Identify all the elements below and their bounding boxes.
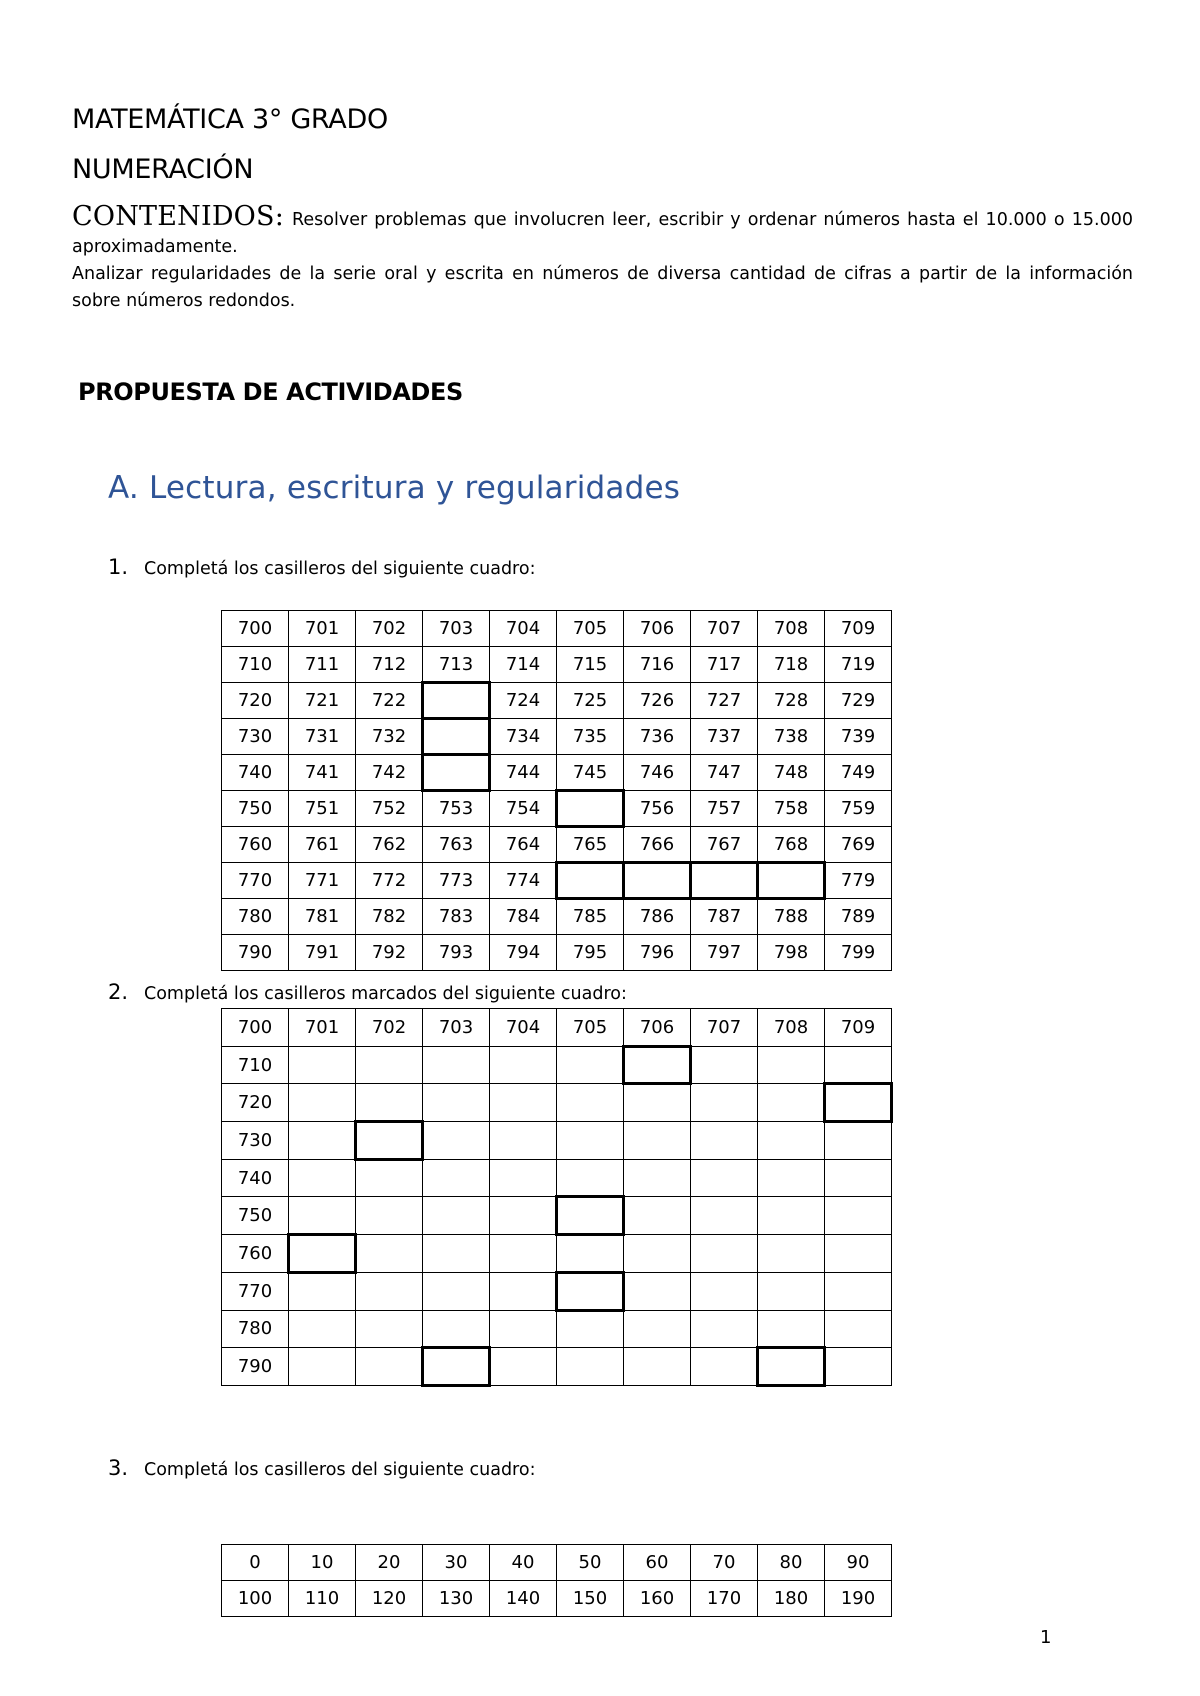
number-cell: 707 (691, 1009, 758, 1047)
fill-in-cell[interactable] (691, 863, 758, 899)
fill-in-cell[interactable] (557, 1272, 624, 1310)
number-cell: 732 (356, 719, 423, 755)
blank-cell[interactable] (356, 1197, 423, 1235)
blank-cell[interactable] (490, 1046, 557, 1084)
contenidos-text-1: Resolver problemas que involucren leer, escribir y ordenar números hasta el 10.000 o 15.000 aproximadamente. (72, 210, 1133, 257)
number-cell: 745 (557, 755, 624, 791)
activity-text: Completá los casilleros del siguiente cuadro: (144, 559, 536, 579)
number-cell: 160 (624, 1581, 691, 1617)
number-cell: 705 (557, 611, 624, 647)
number-cell: 739 (825, 719, 892, 755)
number-cell: 756 (624, 791, 691, 827)
blank-cell[interactable] (289, 1122, 356, 1160)
number-cell: 737 (691, 719, 758, 755)
contenidos-label: CONTENIDOS: (72, 201, 285, 232)
contenidos-block (72, 203, 1133, 315)
blank-cell[interactable] (289, 1272, 356, 1310)
blank-cell[interactable] (557, 1348, 624, 1386)
fill-in-cell[interactable] (423, 719, 490, 755)
number-cell: 768 (758, 827, 825, 863)
activity-text: Completá los casilleros del siguiente cuadro: (144, 1460, 536, 1480)
blank-cell[interactable] (691, 1084, 758, 1122)
blank-cell[interactable] (758, 1310, 825, 1348)
table-row (222, 683, 892, 719)
number-cell: 734 (490, 719, 557, 755)
number-cell: 50 (557, 1545, 624, 1581)
number-cell: 40 (490, 1545, 557, 1581)
table-row (222, 1009, 892, 1047)
blank-cell[interactable] (758, 1122, 825, 1160)
number-cell: 721 (289, 683, 356, 719)
number-cell: 774 (490, 863, 557, 899)
number-cell: 752 (356, 791, 423, 827)
activity-number: 1. (108, 555, 129, 579)
activity-1 (108, 555, 535, 579)
number-cell: 749 (825, 755, 892, 791)
blank-cell[interactable] (557, 1159, 624, 1197)
number-cell: 729 (825, 683, 892, 719)
blank-cell[interactable] (490, 1348, 557, 1386)
number-cell: 798 (758, 935, 825, 971)
blank-cell[interactable] (289, 1197, 356, 1235)
blank-cell[interactable] (289, 1046, 356, 1084)
fill-in-cell[interactable] (423, 755, 490, 791)
number-cell: 706 (624, 611, 691, 647)
blank-cell[interactable] (490, 1235, 557, 1273)
blank-cell[interactable] (624, 1272, 691, 1310)
number-cell: 740 (222, 755, 289, 791)
number-cell: 703 (423, 611, 490, 647)
fill-in-cell[interactable] (423, 1348, 490, 1386)
number-cell: 788 (758, 899, 825, 935)
blank-cell[interactable] (624, 1310, 691, 1348)
table-row (222, 1084, 892, 1122)
activity-3 (108, 1456, 535, 1480)
number-cell: 780 (222, 1310, 289, 1348)
number-cell: 736 (624, 719, 691, 755)
blank-cell[interactable] (624, 1122, 691, 1160)
fill-in-cell[interactable] (356, 1122, 423, 1160)
number-cell: 708 (758, 1009, 825, 1047)
number-cell: 742 (356, 755, 423, 791)
blank-cell[interactable] (758, 1197, 825, 1235)
blank-cell[interactable] (490, 1084, 557, 1122)
table-row (222, 1122, 892, 1160)
table-row (222, 1272, 892, 1310)
number-cell: 799 (825, 935, 892, 971)
number-cell: 60 (624, 1545, 691, 1581)
blank-cell[interactable] (825, 1348, 892, 1386)
number-cell: 70 (691, 1545, 758, 1581)
number-cell: 740 (222, 1159, 289, 1197)
activity-number: 2. (108, 980, 129, 1004)
number-cell: 794 (490, 935, 557, 971)
number-cell: 760 (222, 827, 289, 863)
document-subtitle: NUMERACIÓN (72, 154, 254, 185)
number-cell: 753 (423, 791, 490, 827)
number-cell: 779 (825, 863, 892, 899)
blank-cell[interactable] (691, 1122, 758, 1160)
blank-cell[interactable] (490, 1197, 557, 1235)
number-cell: 754 (490, 791, 557, 827)
table-row (222, 863, 892, 899)
number-cell: 793 (423, 935, 490, 971)
table-row (222, 719, 892, 755)
number-cell: 780 (222, 899, 289, 935)
number-cell: 741 (289, 755, 356, 791)
blank-cell[interactable] (490, 1272, 557, 1310)
number-cell: 767 (691, 827, 758, 863)
fill-in-cell[interactable] (758, 863, 825, 899)
number-cell: 110 (289, 1581, 356, 1617)
number-cell: 795 (557, 935, 624, 971)
number-cell: 190 (825, 1581, 892, 1617)
blank-cell[interactable] (423, 1122, 490, 1160)
blank-cell[interactable] (825, 1046, 892, 1084)
number-cell: 797 (691, 935, 758, 971)
activity-number: 3. (108, 1456, 129, 1480)
number-cell: 30 (423, 1545, 490, 1581)
blank-cell[interactable] (825, 1197, 892, 1235)
number-cell: 704 (490, 1009, 557, 1047)
number-cell: 763 (423, 827, 490, 863)
number-cell: 781 (289, 899, 356, 935)
number-cell: 718 (758, 647, 825, 683)
blank-cell[interactable] (758, 1272, 825, 1310)
number-cell: 726 (624, 683, 691, 719)
number-cell: 20 (356, 1545, 423, 1581)
blank-cell[interactable] (490, 1159, 557, 1197)
number-cell: 725 (557, 683, 624, 719)
blank-cell[interactable] (758, 1235, 825, 1273)
table-row (222, 1046, 892, 1084)
number-cell: 738 (758, 719, 825, 755)
blank-cell[interactable] (423, 1310, 490, 1348)
number-cell: 787 (691, 899, 758, 935)
blank-cell[interactable] (423, 1084, 490, 1122)
number-cell: 80 (758, 1545, 825, 1581)
number-cell: 785 (557, 899, 624, 935)
fill-in-cell[interactable] (557, 1197, 624, 1235)
table-row (222, 1581, 892, 1617)
number-cell: 791 (289, 935, 356, 971)
number-table-1 (221, 610, 892, 971)
blank-cell[interactable] (490, 1122, 557, 1160)
number-table-2 (221, 1008, 892, 1386)
table-row (222, 899, 892, 935)
number-cell: 10 (289, 1545, 356, 1581)
blank-cell[interactable] (289, 1159, 356, 1197)
number-cell: 748 (758, 755, 825, 791)
blank-cell[interactable] (423, 1272, 490, 1310)
number-cell: 772 (356, 863, 423, 899)
blank-cell[interactable] (356, 1084, 423, 1122)
blank-cell[interactable] (557, 1235, 624, 1273)
table-row (222, 611, 892, 647)
number-cell: 727 (691, 683, 758, 719)
number-cell: 761 (289, 827, 356, 863)
number-cell: 715 (557, 647, 624, 683)
number-cell: 730 (222, 719, 289, 755)
blank-cell[interactable] (557, 1084, 624, 1122)
number-cell: 751 (289, 791, 356, 827)
blank-cell[interactable] (356, 1272, 423, 1310)
blank-cell[interactable] (624, 1348, 691, 1386)
table-row (222, 1197, 892, 1235)
number-cell: 792 (356, 935, 423, 971)
number-cell: 707 (691, 611, 758, 647)
number-cell: 720 (222, 683, 289, 719)
number-cell: 747 (691, 755, 758, 791)
blank-cell[interactable] (691, 1197, 758, 1235)
number-cell: 170 (691, 1581, 758, 1617)
number-cell: 709 (825, 1009, 892, 1047)
number-cell: 700 (222, 611, 289, 647)
number-cell: 711 (289, 647, 356, 683)
number-cell: 790 (222, 935, 289, 971)
blank-cell[interactable] (758, 1084, 825, 1122)
number-cell: 712 (356, 647, 423, 683)
blank-cell[interactable] (423, 1197, 490, 1235)
number-cell: 759 (825, 791, 892, 827)
blank-cell[interactable] (825, 1159, 892, 1197)
number-cell: 758 (758, 791, 825, 827)
blank-cell[interactable] (691, 1310, 758, 1348)
fill-in-cell[interactable] (289, 1235, 356, 1273)
number-cell: 764 (490, 827, 557, 863)
number-cell: 140 (490, 1581, 557, 1617)
number-cell: 750 (222, 1197, 289, 1235)
number-cell: 744 (490, 755, 557, 791)
number-cell: 704 (490, 611, 557, 647)
blank-cell[interactable] (557, 1046, 624, 1084)
number-cell: 750 (222, 791, 289, 827)
number-cell: 100 (222, 1581, 289, 1617)
fill-in-cell[interactable] (624, 1046, 691, 1084)
table-row (222, 1235, 892, 1273)
number-cell: 0 (222, 1545, 289, 1581)
number-cell: 782 (356, 899, 423, 935)
page-number: 1 (1040, 1627, 1052, 1648)
document-title: MATEMÁTICA 3° GRADO (72, 104, 388, 135)
number-cell: 701 (289, 1009, 356, 1047)
blank-cell[interactable] (691, 1159, 758, 1197)
number-cell: 769 (825, 827, 892, 863)
blank-cell[interactable] (423, 1046, 490, 1084)
number-table-3 (221, 1544, 892, 1617)
number-cell: 120 (356, 1581, 423, 1617)
number-cell: 766 (624, 827, 691, 863)
number-cell: 717 (691, 647, 758, 683)
number-cell: 724 (490, 683, 557, 719)
number-cell: 796 (624, 935, 691, 971)
number-cell: 735 (557, 719, 624, 755)
number-cell: 700 (222, 1009, 289, 1047)
number-cell: 773 (423, 863, 490, 899)
blank-cell[interactable] (557, 1122, 624, 1160)
number-cell: 783 (423, 899, 490, 935)
table-row (222, 647, 892, 683)
table-row (222, 755, 892, 791)
fill-in-cell[interactable] (825, 1084, 892, 1122)
number-cell: 701 (289, 611, 356, 647)
fill-in-cell[interactable] (758, 1348, 825, 1386)
number-cell: 770 (222, 1272, 289, 1310)
number-cell: 762 (356, 827, 423, 863)
number-cell: 716 (624, 647, 691, 683)
number-cell: 130 (423, 1581, 490, 1617)
activity-2 (108, 980, 627, 1004)
blank-cell[interactable] (356, 1310, 423, 1348)
blank-cell[interactable] (691, 1235, 758, 1273)
blank-cell[interactable] (758, 1046, 825, 1084)
table-row (222, 1348, 892, 1386)
number-cell: 714 (490, 647, 557, 683)
number-cell: 790 (222, 1348, 289, 1386)
table-row (222, 791, 892, 827)
blank-cell[interactable] (825, 1122, 892, 1160)
number-cell: 784 (490, 899, 557, 935)
fill-in-cell[interactable] (624, 863, 691, 899)
number-cell: 771 (289, 863, 356, 899)
blank-cell[interactable] (356, 1235, 423, 1273)
blank-cell[interactable] (356, 1046, 423, 1084)
number-cell: 719 (825, 647, 892, 683)
table-row (222, 1545, 892, 1581)
blank-cell[interactable] (825, 1235, 892, 1273)
number-cell: 760 (222, 1235, 289, 1273)
number-cell: 705 (557, 1009, 624, 1047)
blank-cell[interactable] (557, 1310, 624, 1348)
number-cell: 757 (691, 791, 758, 827)
blank-cell[interactable] (691, 1272, 758, 1310)
blank-cell[interactable] (356, 1159, 423, 1197)
number-cell: 709 (825, 611, 892, 647)
table-row (222, 827, 892, 863)
number-cell: 706 (624, 1009, 691, 1047)
blank-cell[interactable] (423, 1235, 490, 1273)
number-cell: 150 (557, 1581, 624, 1617)
blank-cell[interactable] (624, 1159, 691, 1197)
table-row (222, 1159, 892, 1197)
blank-cell[interactable] (691, 1348, 758, 1386)
blank-cell[interactable] (624, 1197, 691, 1235)
number-cell: 710 (222, 1046, 289, 1084)
number-cell: 720 (222, 1084, 289, 1122)
section-heading: A. Lectura, escritura y regularidades (108, 470, 681, 506)
fill-in-cell[interactable] (557, 791, 624, 827)
blank-cell[interactable] (758, 1159, 825, 1197)
blank-cell[interactable] (624, 1084, 691, 1122)
number-cell: 770 (222, 863, 289, 899)
number-cell: 786 (624, 899, 691, 935)
number-cell: 710 (222, 647, 289, 683)
blank-cell[interactable] (490, 1310, 557, 1348)
blank-cell[interactable] (423, 1159, 490, 1197)
table-row (222, 1310, 892, 1348)
propuesta-heading: PROPUESTA DE ACTIVIDADES (78, 378, 463, 406)
blank-cell[interactable] (289, 1348, 356, 1386)
number-cell: 713 (423, 647, 490, 683)
table-row (222, 935, 892, 971)
activity-text: Completá los casilleros marcados del siguiente cuadro: (144, 984, 627, 1004)
number-cell: 703 (423, 1009, 490, 1047)
number-cell: 702 (356, 611, 423, 647)
number-cell: 90 (825, 1545, 892, 1581)
number-cell: 702 (356, 1009, 423, 1047)
number-cell: 789 (825, 899, 892, 935)
blank-cell[interactable] (691, 1046, 758, 1084)
blank-cell[interactable] (289, 1310, 356, 1348)
blank-cell[interactable] (825, 1272, 892, 1310)
number-cell: 708 (758, 611, 825, 647)
fill-in-cell[interactable] (423, 683, 490, 719)
number-cell: 180 (758, 1581, 825, 1617)
blank-cell[interactable] (356, 1348, 423, 1386)
blank-cell[interactable] (624, 1235, 691, 1273)
contenidos-text-2: Analizar regularidades de la serie oral y escrita en números de diversa cantidad de cifras a partir de la información sobre números redondos. (72, 264, 1133, 311)
number-cell: 765 (557, 827, 624, 863)
number-cell: 731 (289, 719, 356, 755)
blank-cell[interactable] (289, 1084, 356, 1122)
blank-cell[interactable] (825, 1310, 892, 1348)
number-cell: 746 (624, 755, 691, 791)
number-cell: 722 (356, 683, 423, 719)
fill-in-cell[interactable] (557, 863, 624, 899)
number-cell: 730 (222, 1122, 289, 1160)
number-cell: 728 (758, 683, 825, 719)
